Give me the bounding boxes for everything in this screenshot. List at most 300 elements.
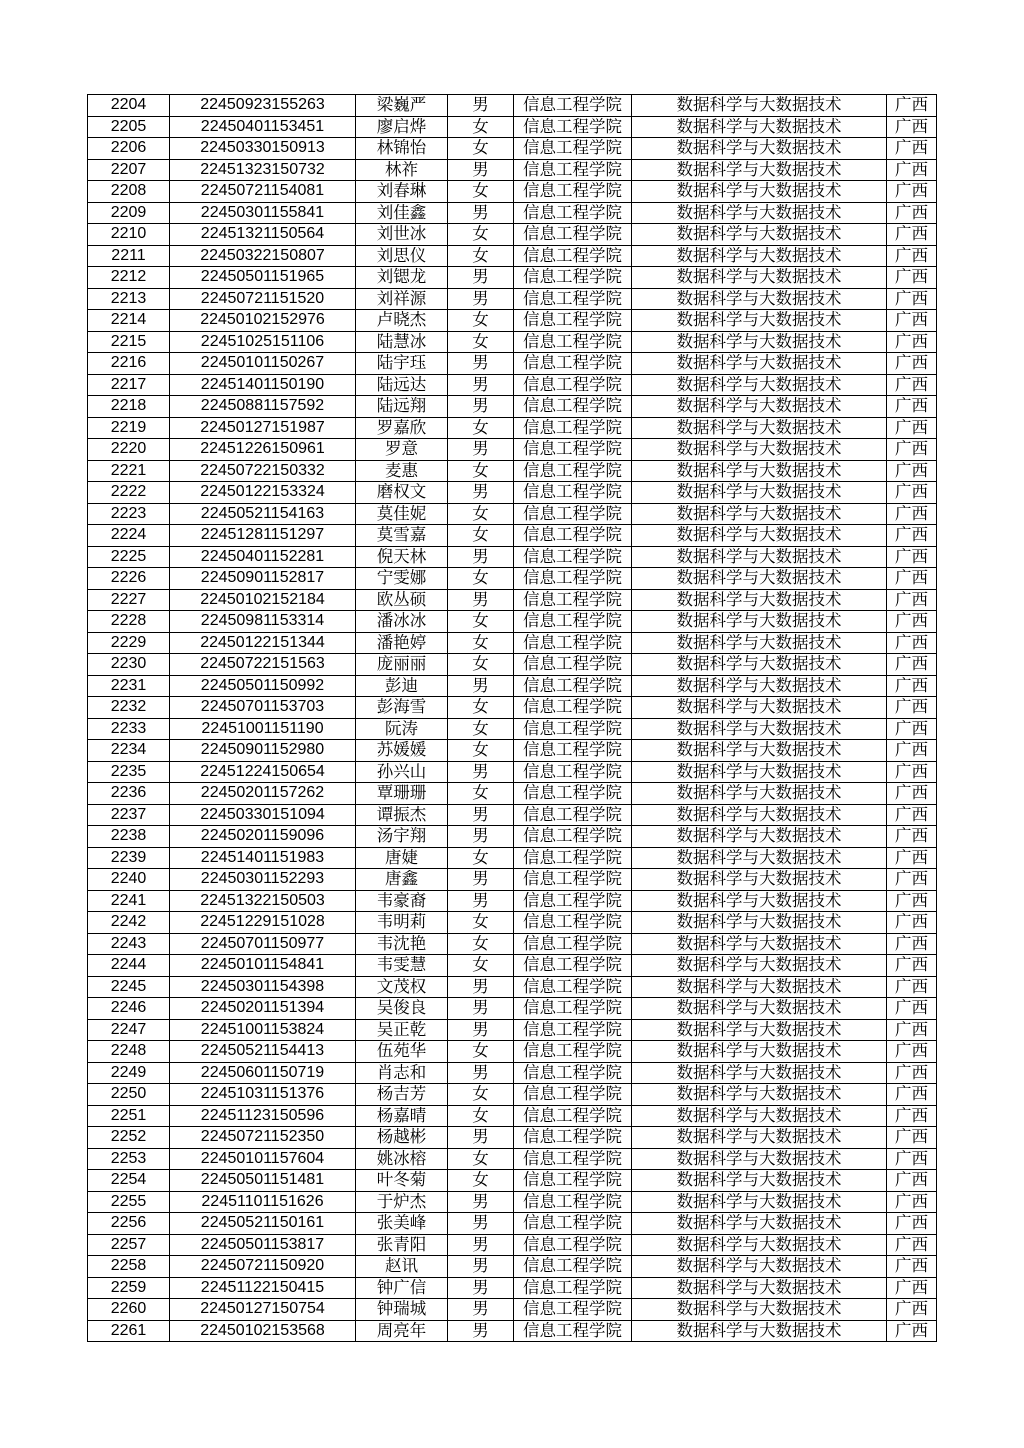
serial-number-cell: 2217 <box>88 374 170 396</box>
student-name-cell: 韦沈艳 <box>356 933 448 955</box>
province-cell: 广西 <box>887 1019 937 1041</box>
serial-number-cell: 2236 <box>88 783 170 805</box>
major-cell: 数据科学与大数据技术 <box>632 826 887 848</box>
province-cell: 广西 <box>887 589 937 611</box>
gender-cell: 男 <box>448 396 514 418</box>
college-cell: 信息工程学院 <box>514 675 632 697</box>
gender-cell: 男 <box>448 761 514 783</box>
college-cell: 信息工程学院 <box>514 955 632 977</box>
student-name-cell: 肖志和 <box>356 1062 448 1084</box>
serial-number-cell: 2250 <box>88 1084 170 1106</box>
serial-number-cell: 2216 <box>88 353 170 375</box>
province-cell: 广西 <box>887 847 937 869</box>
serial-number-cell: 2249 <box>88 1062 170 1084</box>
student-name-cell: 陆宇珏 <box>356 353 448 375</box>
student-id-cell: 22451281151297 <box>170 525 356 547</box>
college-cell: 信息工程学院 <box>514 1084 632 1106</box>
table-row <box>88 1213 937 1235</box>
table-row <box>88 460 937 482</box>
major-cell: 数据科学与大数据技术 <box>632 1105 887 1127</box>
table-row <box>88 1191 937 1213</box>
gender-cell: 女 <box>448 331 514 353</box>
student-id-cell: 22450923155263 <box>170 95 356 117</box>
table-row <box>88 353 937 375</box>
table-row <box>88 740 937 762</box>
college-cell: 信息工程学院 <box>514 1234 632 1256</box>
major-cell: 数据科学与大数据技术 <box>632 912 887 934</box>
gender-cell: 女 <box>448 1084 514 1106</box>
serial-number-cell: 2211 <box>88 245 170 267</box>
student-id-cell: 22450330151094 <box>170 804 356 826</box>
student-id-cell: 22451001153824 <box>170 1019 356 1041</box>
gender-cell: 男 <box>448 439 514 461</box>
major-cell: 数据科学与大数据技术 <box>632 159 887 181</box>
table-row <box>88 116 937 138</box>
major-cell: 数据科学与大数据技术 <box>632 181 887 203</box>
gender-cell: 男 <box>448 804 514 826</box>
province-cell: 广西 <box>887 1299 937 1321</box>
table-row <box>88 1084 937 1106</box>
gender-cell: 女 <box>448 417 514 439</box>
student-name-cell: 张美峰 <box>356 1213 448 1235</box>
gender-cell: 女 <box>448 224 514 246</box>
college-cell: 信息工程学院 <box>514 804 632 826</box>
student-name-cell: 唐婕 <box>356 847 448 869</box>
serial-number-cell: 2204 <box>88 95 170 117</box>
gender-cell: 男 <box>448 202 514 224</box>
province-cell: 广西 <box>887 331 937 353</box>
student-name-cell: 阮涛 <box>356 718 448 740</box>
table-row <box>88 503 937 525</box>
province-cell: 广西 <box>887 783 937 805</box>
gender-cell: 男 <box>448 288 514 310</box>
gender-cell: 女 <box>448 697 514 719</box>
province-cell: 广西 <box>887 761 937 783</box>
college-cell: 信息工程学院 <box>514 1320 632 1342</box>
table-row <box>88 1170 937 1192</box>
province-cell: 广西 <box>887 460 937 482</box>
gender-cell: 男 <box>448 1299 514 1321</box>
table-row <box>88 783 937 805</box>
province-cell: 广西 <box>887 1320 937 1342</box>
student-name-cell: 陆远翔 <box>356 396 448 418</box>
serial-number-cell: 2244 <box>88 955 170 977</box>
student-id-cell: 22450722151563 <box>170 654 356 676</box>
gender-cell: 男 <box>448 675 514 697</box>
major-cell: 数据科学与大数据技术 <box>632 1127 887 1149</box>
table-row <box>88 95 937 117</box>
table-row <box>88 245 937 267</box>
college-cell: 信息工程学院 <box>514 159 632 181</box>
student-name-cell: 罗嘉欣 <box>356 417 448 439</box>
college-cell: 信息工程学院 <box>514 439 632 461</box>
serial-number-cell: 2223 <box>88 503 170 525</box>
province-cell: 广西 <box>887 826 937 848</box>
serial-number-cell: 2259 <box>88 1277 170 1299</box>
student-roster-table <box>87 94 937 1342</box>
student-name-cell: 赵讯 <box>356 1256 448 1278</box>
student-id-cell: 22450721151520 <box>170 288 356 310</box>
college-cell: 信息工程学院 <box>514 353 632 375</box>
major-cell: 数据科学与大数据技术 <box>632 525 887 547</box>
student-id-cell: 22450901152817 <box>170 568 356 590</box>
table-row <box>88 632 937 654</box>
serial-number-cell: 2233 <box>88 718 170 740</box>
major-cell: 数据科学与大数据技术 <box>632 224 887 246</box>
province-cell: 广西 <box>887 1084 937 1106</box>
student-id-cell: 22451401151983 <box>170 847 356 869</box>
college-cell: 信息工程学院 <box>514 460 632 482</box>
student-id-cell: 22450301152293 <box>170 869 356 891</box>
table-row <box>88 1019 937 1041</box>
serial-number-cell: 2218 <box>88 396 170 418</box>
province-cell: 广西 <box>887 288 937 310</box>
student-name-cell: 罗意 <box>356 439 448 461</box>
student-name-cell: 周亮年 <box>356 1320 448 1342</box>
gender-cell: 女 <box>448 460 514 482</box>
serial-number-cell: 2247 <box>88 1019 170 1041</box>
student-name-cell: 刘春琳 <box>356 181 448 203</box>
student-name-cell: 宁雯娜 <box>356 568 448 590</box>
table-row <box>88 1277 937 1299</box>
gender-cell: 女 <box>448 1105 514 1127</box>
student-id-cell: 22451229151028 <box>170 912 356 934</box>
gender-cell: 女 <box>448 181 514 203</box>
major-cell: 数据科学与大数据技术 <box>632 955 887 977</box>
table-row <box>88 589 937 611</box>
province-cell: 广西 <box>887 697 937 719</box>
gender-cell: 女 <box>448 568 514 590</box>
student-id-cell: 22450102153568 <box>170 1320 356 1342</box>
college-cell: 信息工程学院 <box>514 95 632 117</box>
major-cell: 数据科学与大数据技术 <box>632 718 887 740</box>
serial-number-cell: 2221 <box>88 460 170 482</box>
college-cell: 信息工程学院 <box>514 525 632 547</box>
college-cell: 信息工程学院 <box>514 589 632 611</box>
province-cell: 广西 <box>887 1148 937 1170</box>
gender-cell: 男 <box>448 1320 514 1342</box>
major-cell: 数据科学与大数据技术 <box>632 245 887 267</box>
major-cell: 数据科学与大数据技术 <box>632 503 887 525</box>
serial-number-cell: 2243 <box>88 933 170 955</box>
student-name-cell: 潘艳婷 <box>356 632 448 654</box>
student-id-cell: 22450330150913 <box>170 138 356 160</box>
gender-cell: 男 <box>448 95 514 117</box>
student-id-cell: 22450102152184 <box>170 589 356 611</box>
gender-cell: 男 <box>448 890 514 912</box>
student-name-cell: 姚冰榕 <box>356 1148 448 1170</box>
table-row <box>88 1320 937 1342</box>
table-row <box>88 546 937 568</box>
table-row <box>88 955 937 977</box>
serial-number-cell: 2214 <box>88 310 170 332</box>
college-cell: 信息工程学院 <box>514 611 632 633</box>
gender-cell: 男 <box>448 1019 514 1041</box>
student-name-cell: 杨嘉晴 <box>356 1105 448 1127</box>
province-cell: 广西 <box>887 374 937 396</box>
major-cell: 数据科学与大数据技术 <box>632 310 887 332</box>
student-id-cell: 22450501151965 <box>170 267 356 289</box>
table-row <box>88 202 937 224</box>
student-id-cell: 22451322150503 <box>170 890 356 912</box>
major-cell: 数据科学与大数据技术 <box>632 632 887 654</box>
college-cell: 信息工程学院 <box>514 181 632 203</box>
serial-number-cell: 2239 <box>88 847 170 869</box>
gender-cell: 男 <box>448 976 514 998</box>
student-name-cell: 叶冬菊 <box>356 1170 448 1192</box>
table-row <box>88 718 937 740</box>
gender-cell: 男 <box>448 159 514 181</box>
college-cell: 信息工程学院 <box>514 998 632 1020</box>
student-name-cell: 覃珊珊 <box>356 783 448 805</box>
province-cell: 广西 <box>887 1234 937 1256</box>
serial-number-cell: 2238 <box>88 826 170 848</box>
serial-number-cell: 2234 <box>88 740 170 762</box>
major-cell: 数据科学与大数据技术 <box>632 1277 887 1299</box>
student-name-cell: 磨权文 <box>356 482 448 504</box>
province-cell: 广西 <box>887 654 937 676</box>
table-row <box>88 847 937 869</box>
college-cell: 信息工程学院 <box>514 912 632 934</box>
college-cell: 信息工程学院 <box>514 761 632 783</box>
college-cell: 信息工程学院 <box>514 116 632 138</box>
province-cell: 广西 <box>887 159 937 181</box>
gender-cell: 女 <box>448 1148 514 1170</box>
gender-cell: 男 <box>448 1191 514 1213</box>
province-cell: 广西 <box>887 353 937 375</box>
table-row <box>88 804 937 826</box>
province-cell: 广西 <box>887 1105 937 1127</box>
province-cell: 广西 <box>887 116 937 138</box>
table-row <box>88 933 937 955</box>
student-name-cell: 卢晓杰 <box>356 310 448 332</box>
major-cell: 数据科学与大数据技术 <box>632 1213 887 1235</box>
college-cell: 信息工程学院 <box>514 546 632 568</box>
college-cell: 信息工程学院 <box>514 245 632 267</box>
major-cell: 数据科学与大数据技术 <box>632 267 887 289</box>
college-cell: 信息工程学院 <box>514 396 632 418</box>
major-cell: 数据科学与大数据技术 <box>632 353 887 375</box>
student-name-cell: 于炉杰 <box>356 1191 448 1213</box>
student-name-cell: 林祚 <box>356 159 448 181</box>
student-id-cell: 22450901152980 <box>170 740 356 762</box>
student-id-cell: 22450721154081 <box>170 181 356 203</box>
table-row <box>88 159 937 181</box>
serial-number-cell: 2237 <box>88 804 170 826</box>
province-cell: 广西 <box>887 675 937 697</box>
student-id-cell: 22450201157262 <box>170 783 356 805</box>
table-row <box>88 675 937 697</box>
major-cell: 数据科学与大数据技术 <box>632 783 887 805</box>
student-name-cell: 刘世冰 <box>356 224 448 246</box>
college-cell: 信息工程学院 <box>514 890 632 912</box>
major-cell: 数据科学与大数据技术 <box>632 1299 887 1321</box>
province-cell: 广西 <box>887 224 937 246</box>
college-cell: 信息工程学院 <box>514 847 632 869</box>
student-name-cell: 彭迪 <box>356 675 448 697</box>
province-cell: 广西 <box>887 1256 937 1278</box>
province-cell: 广西 <box>887 1191 937 1213</box>
student-name-cell: 廖启烨 <box>356 116 448 138</box>
student-id-cell: 22450127151987 <box>170 417 356 439</box>
student-id-cell: 22450881157592 <box>170 396 356 418</box>
table-row <box>88 525 937 547</box>
serial-number-cell: 2226 <box>88 568 170 590</box>
table-row <box>88 374 937 396</box>
table-row <box>88 1062 937 1084</box>
serial-number-cell: 2209 <box>88 202 170 224</box>
major-cell: 数据科学与大数据技术 <box>632 116 887 138</box>
student-name-cell: 欧丛硕 <box>356 589 448 611</box>
table-row <box>88 869 937 891</box>
student-name-cell: 钟广信 <box>356 1277 448 1299</box>
student-id-cell: 22451025151106 <box>170 331 356 353</box>
student-id-cell: 22450122151344 <box>170 632 356 654</box>
student-name-cell: 陆慧冰 <box>356 331 448 353</box>
province-cell: 广西 <box>887 267 937 289</box>
student-id-cell: 22450601150719 <box>170 1062 356 1084</box>
table-row <box>88 396 937 418</box>
major-cell: 数据科学与大数据技术 <box>632 1084 887 1106</box>
major-cell: 数据科学与大数据技术 <box>632 439 887 461</box>
serial-number-cell: 2258 <box>88 1256 170 1278</box>
college-cell: 信息工程学院 <box>514 331 632 353</box>
table-row <box>88 697 937 719</box>
student-name-cell: 刘祥源 <box>356 288 448 310</box>
table-row <box>88 826 937 848</box>
serial-number-cell: 2254 <box>88 1170 170 1192</box>
college-cell: 信息工程学院 <box>514 1148 632 1170</box>
major-cell: 数据科学与大数据技术 <box>632 1041 887 1063</box>
student-name-cell: 唐鑫 <box>356 869 448 891</box>
province-cell: 广西 <box>887 439 937 461</box>
gender-cell: 男 <box>448 482 514 504</box>
major-cell: 数据科学与大数据技术 <box>632 331 887 353</box>
table-row <box>88 1041 937 1063</box>
major-cell: 数据科学与大数据技术 <box>632 460 887 482</box>
student-id-cell: 22450721150920 <box>170 1256 356 1278</box>
province-cell: 广西 <box>887 1277 937 1299</box>
table-row <box>88 181 937 203</box>
major-cell: 数据科学与大数据技术 <box>632 138 887 160</box>
serial-number-cell: 2213 <box>88 288 170 310</box>
gender-cell: 女 <box>448 718 514 740</box>
college-cell: 信息工程学院 <box>514 697 632 719</box>
table-row <box>88 1256 937 1278</box>
college-cell: 信息工程学院 <box>514 632 632 654</box>
gender-cell: 女 <box>448 912 514 934</box>
major-cell: 数据科学与大数据技术 <box>632 202 887 224</box>
province-cell: 广西 <box>887 804 937 826</box>
college-cell: 信息工程学院 <box>514 1062 632 1084</box>
major-cell: 数据科学与大数据技术 <box>632 1019 887 1041</box>
gender-cell: 女 <box>448 611 514 633</box>
table-row <box>88 310 937 332</box>
gender-cell: 女 <box>448 1170 514 1192</box>
student-name-cell: 庞丽丽 <box>356 654 448 676</box>
serial-number-cell: 2260 <box>88 1299 170 1321</box>
table-row <box>88 482 937 504</box>
gender-cell: 男 <box>448 267 514 289</box>
province-cell: 广西 <box>887 1062 937 1084</box>
province-cell: 广西 <box>887 396 937 418</box>
serial-number-cell: 2229 <box>88 632 170 654</box>
serial-number-cell: 2231 <box>88 675 170 697</box>
college-cell: 信息工程学院 <box>514 1019 632 1041</box>
major-cell: 数据科学与大数据技术 <box>632 761 887 783</box>
serial-number-cell: 2251 <box>88 1105 170 1127</box>
province-cell: 广西 <box>887 202 937 224</box>
student-id-cell: 22450701153703 <box>170 697 356 719</box>
student-name-cell: 谭振杰 <box>356 804 448 826</box>
student-id-cell: 22450301155841 <box>170 202 356 224</box>
student-name-cell: 倪天林 <box>356 546 448 568</box>
student-id-cell: 22450401153451 <box>170 116 356 138</box>
serial-number-cell: 2246 <box>88 998 170 1020</box>
gender-cell: 男 <box>448 546 514 568</box>
province-cell: 广西 <box>887 181 937 203</box>
serial-number-cell: 2215 <box>88 331 170 353</box>
province-cell: 广西 <box>887 95 937 117</box>
serial-number-cell: 2253 <box>88 1148 170 1170</box>
serial-number-cell: 2248 <box>88 1041 170 1063</box>
table-row <box>88 417 937 439</box>
major-cell: 数据科学与大数据技术 <box>632 611 887 633</box>
student-id-cell: 22450101157604 <box>170 1148 356 1170</box>
serial-number-cell: 2261 <box>88 1320 170 1342</box>
college-cell: 信息工程学院 <box>514 783 632 805</box>
student-name-cell: 张青阳 <box>356 1234 448 1256</box>
student-id-cell: 22451031151376 <box>170 1084 356 1106</box>
table-row <box>88 439 937 461</box>
serial-number-cell: 2256 <box>88 1213 170 1235</box>
college-cell: 信息工程学院 <box>514 374 632 396</box>
serial-number-cell: 2205 <box>88 116 170 138</box>
province-cell: 广西 <box>887 245 937 267</box>
serial-number-cell: 2257 <box>88 1234 170 1256</box>
serial-number-cell: 2224 <box>88 525 170 547</box>
table-row <box>88 976 937 998</box>
major-cell: 数据科学与大数据技术 <box>632 847 887 869</box>
major-cell: 数据科学与大数据技术 <box>632 95 887 117</box>
serial-number-cell: 2241 <box>88 890 170 912</box>
college-cell: 信息工程学院 <box>514 869 632 891</box>
table-row <box>88 1105 937 1127</box>
table-row <box>88 331 937 353</box>
major-cell: 数据科学与大数据技术 <box>632 697 887 719</box>
student-name-cell: 林锦怡 <box>356 138 448 160</box>
major-cell: 数据科学与大数据技术 <box>632 374 887 396</box>
table-row <box>88 1148 937 1170</box>
major-cell: 数据科学与大数据技术 <box>632 1320 887 1342</box>
college-cell: 信息工程学院 <box>514 1127 632 1149</box>
student-name-cell: 韦明莉 <box>356 912 448 934</box>
major-cell: 数据科学与大数据技术 <box>632 1234 887 1256</box>
province-cell: 广西 <box>887 1213 937 1235</box>
gender-cell: 男 <box>448 589 514 611</box>
student-name-cell: 刘锶龙 <box>356 267 448 289</box>
college-cell: 信息工程学院 <box>514 1277 632 1299</box>
student-id-cell: 22450721152350 <box>170 1127 356 1149</box>
college-cell: 信息工程学院 <box>514 933 632 955</box>
major-cell: 数据科学与大数据技术 <box>632 654 887 676</box>
major-cell: 数据科学与大数据技术 <box>632 675 887 697</box>
student-id-cell: 22450322150807 <box>170 245 356 267</box>
major-cell: 数据科学与大数据技术 <box>632 546 887 568</box>
major-cell: 数据科学与大数据技术 <box>632 804 887 826</box>
gender-cell: 女 <box>448 138 514 160</box>
student-name-cell: 刘思仪 <box>356 245 448 267</box>
